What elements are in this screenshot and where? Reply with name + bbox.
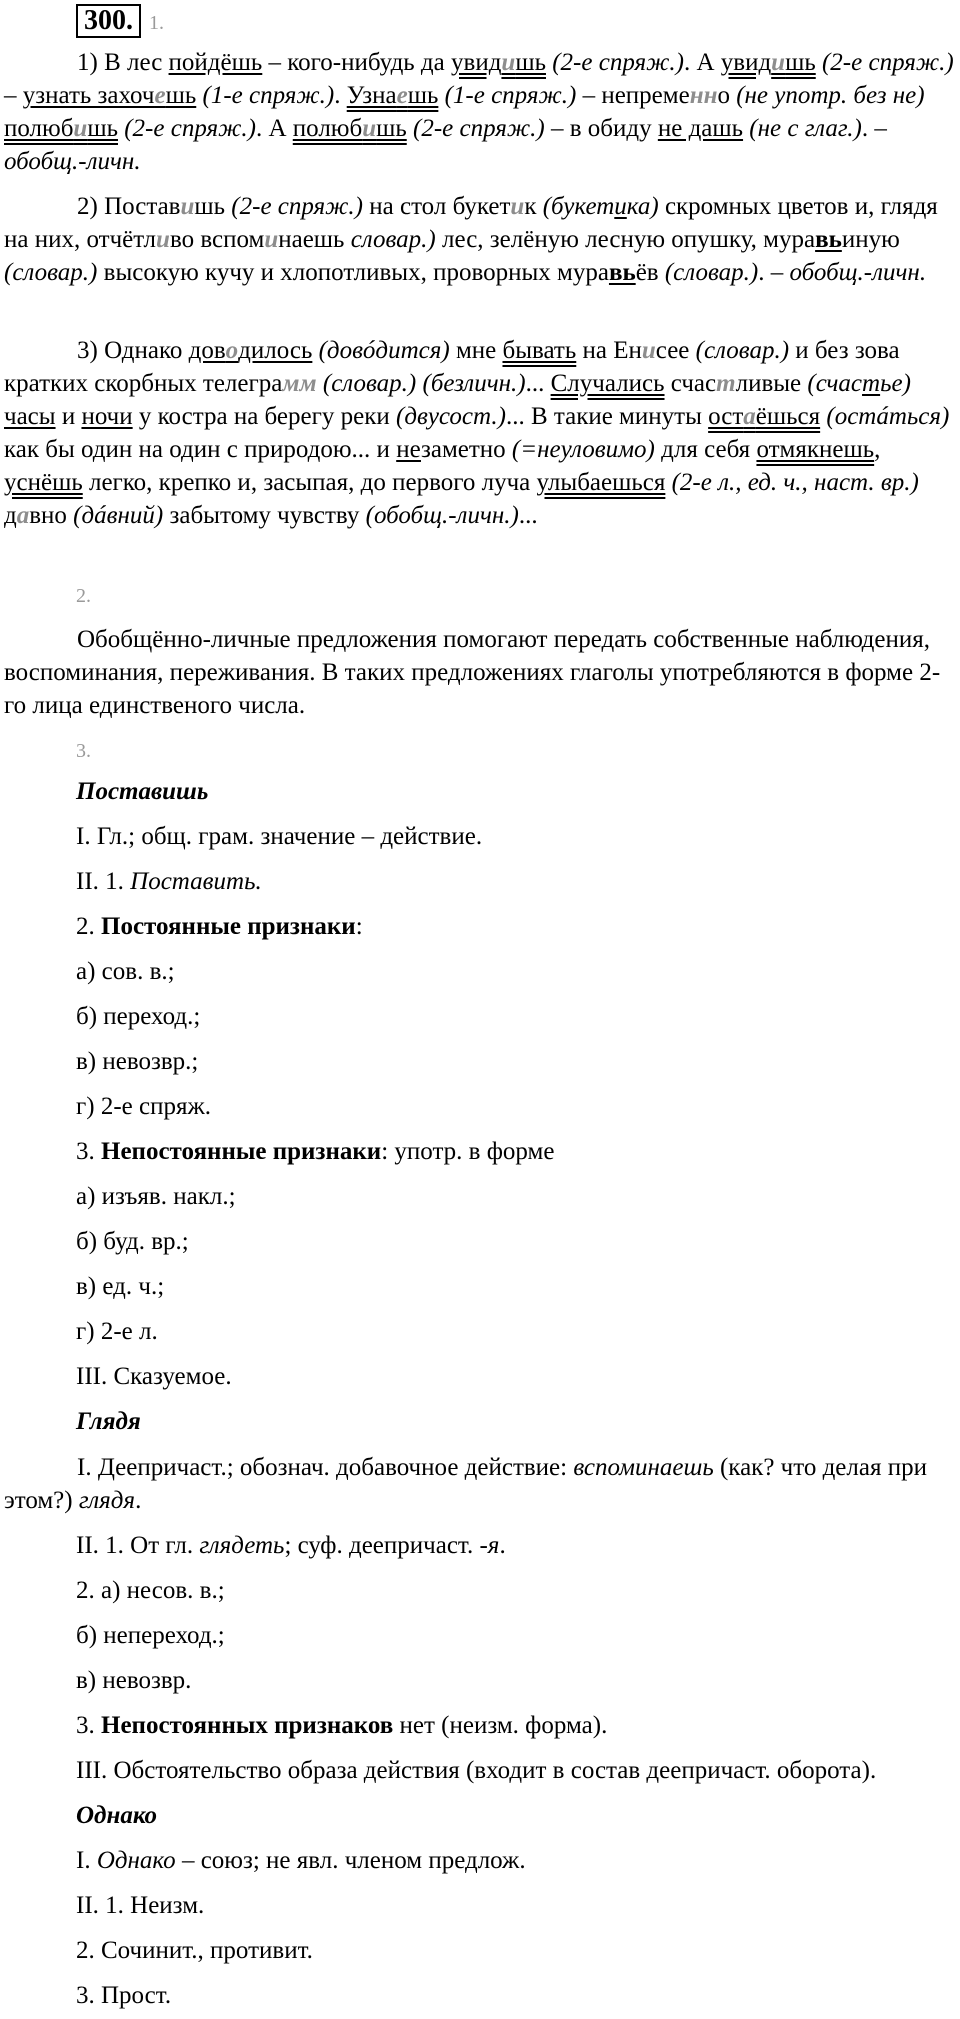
word-2-line-6: 3. Непостоянных признаков нет (неизм. форма).: [76, 1712, 608, 1739]
task1-paragraph-3: [0, 334, 960, 532]
word-1-line-11: в) ед. ч.;: [76, 1273, 165, 1300]
word-2-title: Глядя: [76, 1408, 141, 1435]
word-1-line-13: III. Сказуемое.: [76, 1363, 232, 1390]
exercise-number: 300.: [76, 4, 141, 38]
word-1-line-2: II. 1. Поставить.: [76, 868, 262, 895]
word-2-line-7: III. Обстоятельство образа действия (входит в состав деепричаст. оборота).: [76, 1757, 877, 1784]
word-2-line-3: 2. а) несов. в.;: [76, 1577, 225, 1604]
word-1-line-8: 3. Непостоянные признаки: употр. в форме: [76, 1138, 555, 1165]
sentence-1a: 1) В лес пойдёшь – кого-нибудь да увидишь (2-е спряж.). А увидишь (2-е спряж.) – узнать захочешь (1-е спряж.). Узнаешь (1-е спряж.) – непременно (не употр. без не) полюбишь (2-е спряж.). А полюбишь (2-е спряж.) – в обиду не дашь (не с глаг.). – обобщ.-личн.: [4, 49, 954, 175]
sentence-3: 3) Однако доводилось (довóдится) мне бывать на Енисее (словар.) и без зова кратких скорбных телеграмм (словар.) (безличн.)... Случались счастливые (счастье) часы и ночи у костра на берегу реки (двусост.)... В такие минуты остаёшься (остáться) как бы один на один с природою... и незаметно (=неуловимо) для себя отмякнешь, уснёшь легко, крепко и, засыпая, до первого луча улыбаешься (2-е л., ед. ч., наст. вр.) давно (дáвний) забытому чувству (обобщ.-личн.)...: [4, 337, 950, 529]
word-1-title: Поставишь: [76, 778, 209, 805]
word-1-line-7: г) 2-е спряж.: [76, 1093, 211, 1120]
word-1-line-9: а) изъяв. накл.;: [76, 1183, 236, 1210]
word-1-line-12: г) 2-е л.: [76, 1318, 158, 1345]
word-1-line-3: 2. Постоянные признаки:: [76, 913, 363, 940]
section-3-label: 3.: [76, 740, 91, 762]
word-3-line-3: 2. Сочинит., противит.: [76, 1937, 313, 1964]
sentence-2: 2) Поставишь (2-е спряж.) на стол букетик (букетика) скромных цветов и, глядя на них, отчётливо вспоминаешь словар.) лес, зелёную лесную опушку, муравьиную (словар.) высокую кучу и хлопотливых, проворных муравьёв (словар.). – обобщ.-личн.: [4, 193, 938, 286]
exercise-header: [76, 4, 164, 38]
word-1-line-5: б) переход.;: [76, 1003, 201, 1030]
word-3-line-4: 3. Прост.: [76, 1982, 172, 2009]
word-1-line-1: I. Гл.; общ. грам. значение – действие.: [76, 823, 483, 850]
word-2-paragraph-1: I. Деепричаст.; обознач. добавочное действие: вспоминаешь (как? что делая при этом?) глядя.: [4, 1454, 927, 1514]
word-3-line-1: I. Однако – союз; не явл. членом предлож.: [76, 1847, 526, 1874]
task1-paragraph-2: [0, 190, 960, 289]
task1-paragraph-1: [0, 46, 960, 178]
word-1-line-4: а) сов. в.;: [76, 958, 175, 985]
task2-paragraph: Обобщённо-личные предложения помогают передать собственные наблюдения, воспоминания, переживания. В таких предложениях глаголы употребляются в форме 2-го лица единственого числа.: [4, 626, 941, 719]
word-1-line-10: б) буд. вр.;: [76, 1228, 189, 1255]
word-2-line-5: в) невозвр.: [76, 1667, 192, 1694]
word-3-title: Однако: [76, 1802, 158, 1829]
word-2-line-2: II. 1. От гл. глядеть; суф. деепричаст. -я.: [76, 1532, 506, 1559]
word-2-line-4: б) непереход.;: [76, 1622, 225, 1649]
section-1-label: 1.: [149, 12, 164, 34]
section-2-label: 2.: [76, 585, 91, 607]
word-1-line-6: в) невозвр.;: [76, 1048, 199, 1075]
word-3-line-2: II. 1. Неизм.: [76, 1892, 205, 1919]
